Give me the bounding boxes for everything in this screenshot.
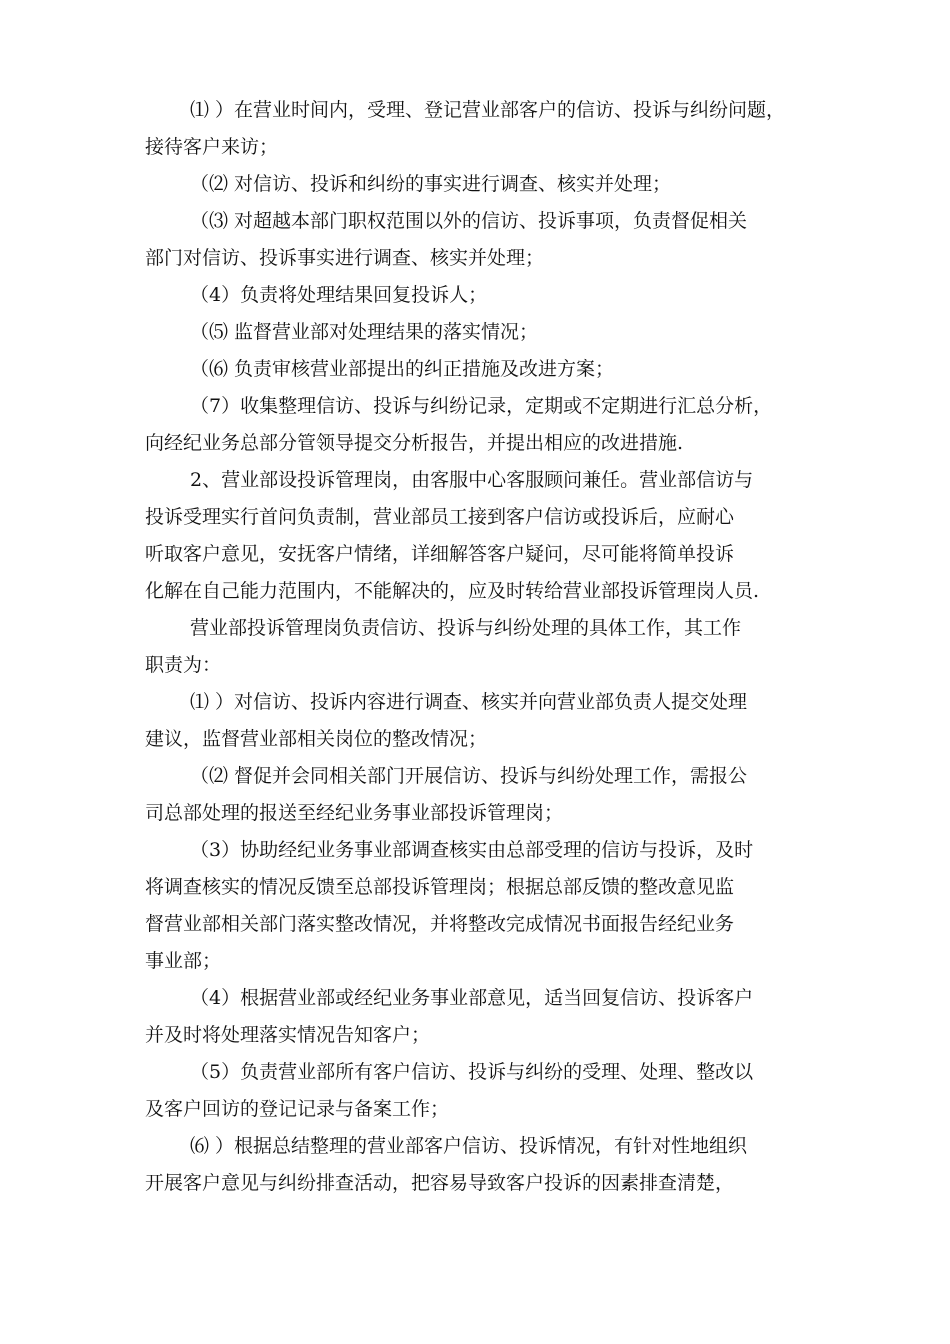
text-line: （⑵ 对信访、投诉和纠纷的事实进行调查、核实并处理； bbox=[190, 173, 672, 195]
text-line: 将调查核实的情况反馈至总部投诉管理岗；根据总部反馈的整改意见监 bbox=[145, 876, 735, 898]
text-line: ⑹ ）根据总结整理的营业部客户信访、投诉情况，有针对性地组织 bbox=[190, 1135, 748, 1157]
text-line: 接待客户来访； bbox=[145, 136, 279, 158]
text-line: （4）负责将处理结果回复投诉人； bbox=[190, 284, 488, 306]
text-line: （7）收集整理信访、投诉与纠纷记录，定期或不定期进行汇总分析， bbox=[190, 395, 773, 417]
text-line: （⑵ 督促并会同相关部门开展信访、投诉与纠纷处理工作，需报公 bbox=[190, 765, 748, 787]
text-line: （3）协助经纪业务事业部调查核实由总部受理的信访与投诉，及时 bbox=[190, 839, 754, 861]
text-line: 事业部； bbox=[145, 950, 222, 972]
text-line: 督营业部相关部门落实整改情况，并将整改完成情况书面报告经纪业务 bbox=[145, 913, 735, 935]
text-line: 建议，监督营业部相关岗位的整改情况； bbox=[145, 728, 488, 750]
text-line: （⑶ 对超越本部门职权范围以外的信访、投诉事项，负责督促相关 bbox=[190, 210, 748, 232]
text-line: 及客户回访的登记记录与备案工作； bbox=[145, 1098, 450, 1120]
text-line: 营业部投诉管理岗负责信访、投诉与纠纷处理的具体工作，其工作 bbox=[190, 617, 742, 639]
text-line: （⑹ 负责审核营业部提出的纠正措施及改进方案； bbox=[190, 358, 615, 380]
text-line: 听取客户意见，安抚客户情绪，详细解答客户疑问，尽可能将简单投诉 bbox=[145, 543, 735, 565]
text-line: 并及时将处理落实情况告知客户； bbox=[145, 1024, 431, 1046]
text-line: ⑴ ）对信访、投诉内容进行调查、核实并向营业部负责人提交处理 bbox=[190, 691, 748, 713]
text-line: （4）根据营业部或经纪业务事业部意见，适当回复信访、投诉客户 bbox=[190, 987, 754, 1009]
text-line: 开展客户意见与纠纷排查活动，把容易导致客户投诉的因素排查清楚， bbox=[145, 1172, 735, 1194]
text-line: （⑸ 监督营业部对处理结果的落实情况； bbox=[190, 321, 539, 343]
text-line: ⑴ ）在营业时间内，受理、登记营业部客户的信访、投诉与纠纷问题， bbox=[190, 99, 786, 121]
text-line: 投诉受理实行首问负责制，营业部员工接到客户信访或投诉后，应耐心 bbox=[145, 506, 735, 528]
text-line: （5）负责营业部所有客户信访、投诉与纠纷的受理、处理、整改以 bbox=[190, 1061, 754, 1083]
text-line: 向经纪业务总部分管领导提交分析报告，并提出相应的改进措施. bbox=[145, 432, 684, 454]
text-line: 部门对信访、投诉事实进行调查、核实并处理； bbox=[145, 247, 545, 269]
text-line: 化解在自己能力范围内，不能解决的，应及时转给营业部投诉管理岗人员. bbox=[145, 580, 760, 602]
text-line: 司总部处理的报送至经纪业务事业部投诉管理岗； bbox=[145, 802, 564, 824]
text-line: 职责为： bbox=[145, 654, 222, 676]
text-line: 2、营业部设投诉管理岗，由客服中心客服顾问兼任。营业部信访与 bbox=[190, 469, 754, 491]
